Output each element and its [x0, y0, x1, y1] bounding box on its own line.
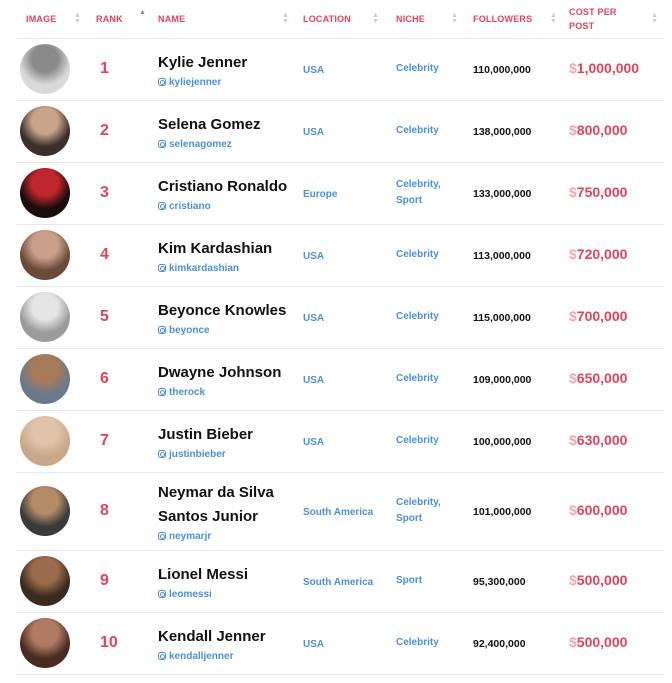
column-label: RANK: [96, 13, 123, 24]
name-cell: [150, 550, 293, 612]
followers-cell: [460, 286, 561, 348]
instagram-handle-link[interactable]: [158, 201, 293, 212]
instagram-handle-link[interactable]: [158, 449, 293, 460]
rank-value: 7: [100, 432, 109, 449]
followers-cell: [460, 348, 561, 410]
rank-cell: [82, 410, 150, 472]
location-link[interactable]: South America: [303, 576, 374, 588]
avatar[interactable]: [20, 618, 70, 668]
niche-item[interactable]: Celebrity,: [396, 497, 441, 508]
cost-per-post-value: [569, 184, 627, 200]
name-cell: [150, 162, 293, 224]
avatar[interactable]: [20, 486, 70, 536]
niche-cell: [383, 550, 460, 612]
name-cell: [150, 100, 293, 162]
handle-text: justinbieber: [169, 448, 226, 460]
niche-item[interactable]: Celebrity: [396, 311, 439, 322]
followers-cell: [460, 410, 561, 472]
location-link[interactable]: USA: [303, 638, 325, 650]
instagram-icon: [158, 140, 166, 148]
cost-per-post-value: [569, 308, 627, 324]
currency-symbol: $: [569, 60, 577, 76]
rank-cell: [82, 224, 150, 286]
cost-amount: 1,000,000: [576, 60, 640, 76]
column-header-rank[interactable]: [82, 0, 150, 38]
niche-item[interactable]: Celebrity: [396, 637, 439, 648]
location-link[interactable]: USA: [303, 250, 325, 262]
influencer-table: [16, 0, 664, 675]
niche-cell: [383, 410, 460, 472]
followers-value: 138,000,000: [473, 126, 532, 138]
currency-symbol: $: [569, 634, 577, 650]
table-row: [16, 162, 664, 224]
avatar[interactable]: [20, 556, 70, 606]
cost-cell: [561, 410, 664, 472]
rank-value: 8: [100, 502, 109, 519]
column-header-followers[interactable]: [460, 0, 561, 38]
location-link[interactable]: Europe: [303, 188, 338, 200]
followers-cell: [460, 224, 561, 286]
location-cell: [293, 348, 383, 410]
image-cell: [16, 472, 82, 550]
location-link[interactable]: USA: [303, 436, 325, 448]
avatar[interactable]: [20, 416, 70, 466]
handle-text: leomessi: [169, 588, 212, 600]
table-row: [16, 550, 664, 612]
image-cell: [16, 286, 82, 348]
influencer-name[interactable]: Selena Gomez: [158, 115, 261, 133]
instagram-icon: [158, 388, 166, 396]
instagram-handle-link[interactable]: [158, 589, 293, 600]
column-header-image[interactable]: [16, 0, 82, 38]
column-label: LOCATION: [303, 13, 351, 24]
niche-item[interactable]: Sport: [396, 575, 423, 586]
niche-cell: [383, 472, 460, 550]
location-link[interactable]: South America: [303, 506, 374, 518]
location-cell: [293, 286, 383, 348]
niche-item[interactable]: Celebrity,: [396, 179, 441, 190]
location-cell: [293, 100, 383, 162]
location-link[interactable]: USA: [303, 64, 325, 76]
followers-value: 133,000,000: [473, 188, 532, 200]
avatar[interactable]: [20, 292, 70, 342]
instagram-handle-link[interactable]: [158, 325, 293, 336]
influencer-name[interactable]: Dwayne Johnson: [158, 363, 282, 381]
handle-text: kyliejenner: [169, 76, 222, 88]
image-cell: [16, 38, 82, 100]
sort-icon[interactable]: ▲ ▼: [550, 12, 558, 25]
column-header-location[interactable]: [293, 0, 383, 38]
instagram-icon: [158, 326, 166, 334]
followers-value: 95,300,000: [473, 576, 526, 588]
sort-icon[interactable]: ▲ ▼: [282, 12, 290, 25]
currency-symbol: $: [569, 308, 577, 324]
name-cell: [150, 410, 293, 472]
rank-value: 1: [100, 60, 109, 77]
location-cell: [293, 472, 383, 550]
currency-symbol: $: [569, 122, 577, 138]
column-label: IMAGE: [26, 13, 57, 24]
sort-icon[interactable]: ▲ ▼: [451, 12, 459, 25]
followers-value: 109,000,000: [473, 374, 532, 386]
cost-per-post-value: [569, 634, 627, 650]
influencer-name[interactable]: Lionel Messi: [158, 565, 249, 583]
followers-cell: [460, 550, 561, 612]
followers-cell: [460, 38, 561, 100]
location-cell: [293, 410, 383, 472]
followers-value: 92,400,000: [473, 638, 526, 650]
currency-symbol: $: [569, 502, 577, 518]
cost-per-post-value: [569, 60, 639, 76]
instagram-handle-link[interactable]: [158, 77, 293, 88]
followers-cell: [460, 612, 561, 674]
currency-symbol: $: [569, 432, 577, 448]
table-header-row: [16, 0, 664, 38]
instagram-icon: [158, 450, 166, 458]
location-link[interactable]: USA: [303, 374, 325, 386]
cost-amount: 650,000: [576, 370, 628, 386]
followers-cell: [460, 100, 561, 162]
cost-cell: [561, 612, 664, 674]
cost-cell: [561, 472, 664, 550]
avatar[interactable]: [20, 168, 70, 218]
rank-value: 2: [100, 122, 109, 139]
instagram-icon: [158, 78, 166, 86]
handle-text: kimkardashian: [169, 262, 240, 274]
sort-icon[interactable]: ▲ ▼: [74, 12, 82, 25]
name-cell: [150, 348, 293, 410]
image-cell: [16, 162, 82, 224]
sort-icon[interactable]: ▲ ▼: [651, 12, 659, 25]
influencer-name[interactable]: Kim Kardashian: [158, 239, 273, 257]
rank-cell: [82, 162, 150, 224]
cost-amount: 600,000: [576, 502, 628, 518]
cost-amount: 750,000: [576, 184, 628, 200]
influencer-name[interactable]: Kylie Jenner: [158, 53, 248, 71]
location-cell: [293, 38, 383, 100]
followers-value: 113,000,000: [473, 250, 531, 262]
niche-item[interactable]: Celebrity: [396, 63, 439, 74]
niche-cell: [383, 348, 460, 410]
cost-amount: 720,000: [576, 246, 628, 262]
name-cell: [150, 38, 293, 100]
influencer-name[interactable]: Neymar da Silva Santos Junior: [158, 483, 274, 525]
location-link[interactable]: USA: [303, 312, 325, 324]
cost-cell: [561, 550, 664, 612]
name-cell: [150, 286, 293, 348]
followers-cell: [460, 472, 561, 550]
instagram-icon: [158, 264, 166, 272]
sort-ascending-icon[interactable]: ▲: [139, 9, 147, 16]
table-row: [16, 100, 664, 162]
handle-text: therock: [169, 386, 206, 398]
instagram-icon: [158, 590, 166, 598]
niche-item[interactable]: Sport: [396, 513, 423, 524]
rank-cell: [82, 286, 150, 348]
niche-item[interactable]: Celebrity: [396, 125, 439, 136]
influencer-name[interactable]: Kendall Jenner: [158, 627, 266, 645]
rank-value: 9: [100, 572, 109, 589]
handle-text: selenagomez: [169, 138, 232, 150]
rank-value: 5: [100, 308, 109, 325]
niche-cell: [383, 100, 460, 162]
rank-cell: [82, 550, 150, 612]
name-cell: [150, 472, 293, 550]
sort-icon[interactable]: ▲ ▼: [372, 12, 380, 25]
rank-cell: [82, 38, 150, 100]
rank-cell: [82, 472, 150, 550]
image-cell: [16, 224, 82, 286]
niche-cell: [383, 162, 460, 224]
location-cell: [293, 612, 383, 674]
influencer-name[interactable]: Cristiano Ronaldo: [158, 177, 288, 195]
cost-per-post-value: [569, 432, 627, 448]
cost-per-post-value: [569, 572, 627, 588]
handle-text: neymarjr: [169, 530, 212, 542]
location-cell: [293, 550, 383, 612]
table-row: [16, 612, 664, 674]
table-row: [16, 472, 664, 550]
cost-cell: [561, 162, 664, 224]
image-cell: [16, 612, 82, 674]
column-label: NICHE: [396, 13, 426, 24]
rank-value: 6: [100, 370, 109, 387]
niche-cell: [383, 286, 460, 348]
column-header-cost-per-post[interactable]: [561, 0, 664, 38]
followers-value: 115,000,000: [473, 312, 531, 324]
instagram-icon: [158, 652, 166, 660]
rank-cell: [82, 100, 150, 162]
image-cell: [16, 348, 82, 410]
column-label: COST PER POST: [569, 6, 617, 31]
rank-cell: [82, 348, 150, 410]
rank-value: 3: [100, 184, 109, 201]
column-header-niche[interactable]: [383, 0, 460, 38]
avatar[interactable]: [20, 230, 70, 280]
image-cell: [16, 550, 82, 612]
name-cell: [150, 612, 293, 674]
rank-value: 10: [100, 634, 118, 651]
avatar[interactable]: [20, 106, 70, 156]
cost-cell: [561, 100, 664, 162]
avatar[interactable]: [20, 354, 70, 404]
followers-value: 110,000,000: [473, 64, 531, 76]
niche-item[interactable]: Celebrity: [396, 435, 439, 446]
niche-item[interactable]: Sport: [396, 195, 423, 206]
niche-cell: [383, 38, 460, 100]
table-row: [16, 348, 664, 410]
currency-symbol: $: [569, 572, 577, 588]
table-row: [16, 224, 664, 286]
column-label: FOLLOWERS: [473, 13, 533, 24]
niche-item[interactable]: Celebrity: [396, 373, 439, 384]
followers-cell: [460, 162, 561, 224]
niche-cell: [383, 224, 460, 286]
handle-text: kendalljenner: [169, 650, 234, 662]
cost-amount: 800,000: [576, 122, 628, 138]
cost-per-post-value: [569, 370, 627, 386]
cost-cell: [561, 348, 664, 410]
table-row: [16, 38, 664, 100]
instagram-icon: [158, 532, 166, 540]
followers-value: 100,000,000: [473, 436, 532, 448]
followers-value: 101,000,000: [473, 506, 532, 518]
location-cell: [293, 162, 383, 224]
cost-amount: 500,000: [576, 634, 628, 650]
cost-amount: 500,000: [576, 572, 628, 588]
avatar[interactable]: [20, 44, 70, 94]
rank-cell: [82, 612, 150, 674]
table-row: [16, 286, 664, 348]
cost-amount: 700,000: [576, 308, 628, 324]
instagram-handle-link[interactable]: [158, 531, 293, 542]
image-cell: [16, 100, 82, 162]
currency-symbol: $: [569, 370, 577, 386]
table-row: [16, 410, 664, 472]
column-label: NAME: [158, 13, 186, 24]
influencer-name[interactable]: Justin Bieber: [158, 425, 254, 443]
instagram-handle-link[interactable]: [158, 139, 293, 150]
cost-cell: [561, 286, 664, 348]
image-cell: [16, 410, 82, 472]
currency-symbol: $: [569, 184, 577, 200]
handle-text: beyonce: [169, 324, 210, 336]
instagram-handle-link[interactable]: [158, 651, 293, 662]
location-link[interactable]: USA: [303, 126, 325, 138]
handle-text: cristiano: [169, 200, 211, 212]
cost-cell: [561, 224, 664, 286]
instagram-icon: [158, 202, 166, 210]
cost-per-post-value: [569, 246, 627, 262]
cost-per-post-value: [569, 502, 627, 518]
influencer-name[interactable]: Beyonce Knowles: [158, 301, 287, 319]
instagram-handle-link[interactable]: [158, 387, 293, 398]
location-cell: [293, 224, 383, 286]
cost-per-post-value: [569, 122, 627, 138]
rank-value: 4: [100, 246, 109, 263]
column-header-name[interactable]: [150, 0, 293, 38]
niche-item[interactable]: Celebrity: [396, 249, 439, 260]
cost-amount: 630,000: [576, 432, 628, 448]
cost-cell: [561, 38, 664, 100]
name-cell: [150, 224, 293, 286]
currency-symbol: $: [569, 246, 577, 262]
instagram-handle-link[interactable]: [158, 263, 293, 274]
niche-cell: [383, 612, 460, 674]
